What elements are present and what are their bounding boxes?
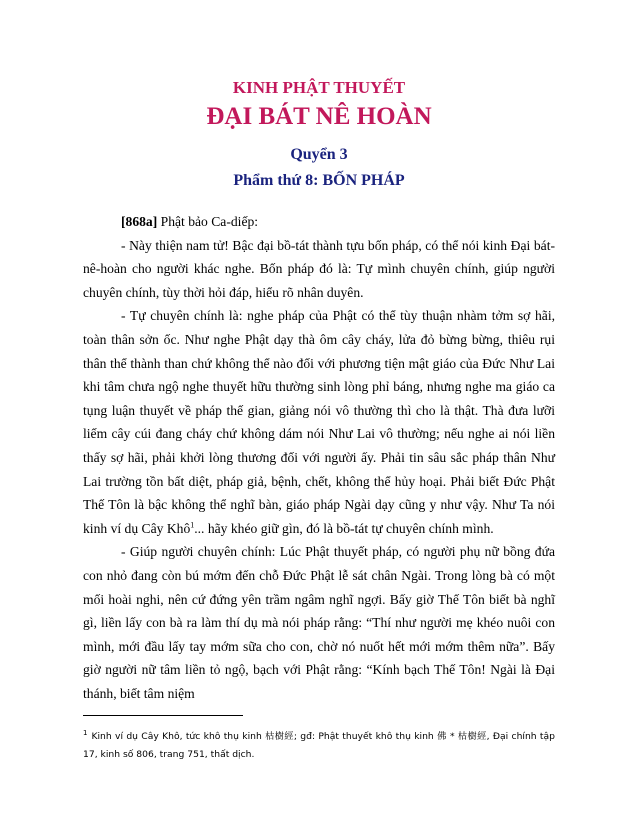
page-reference: [868a] — [121, 214, 158, 229]
sutra-title: ĐẠI BÁT NÊ HOÀN — [206, 103, 432, 130]
footnote — [83, 728, 555, 764]
sutra-heading: KINH PHẬT THUYẾT — [232, 78, 406, 97]
footnote-number: 1 — [83, 728, 88, 737]
paragraph-3-text-b: ... hãy khéo giữ gìn, đó là bồ-tát tự chuyên chính mình. — [194, 520, 494, 536]
footnote-divider — [83, 715, 243, 716]
footnote-text: Kinh ví dụ Cây Khô, tức khô thụ kinh 枯樹經; gđ: Phật thuyết khô thụ kinh 佛 * 枯樹經, Đại chính tập 17, kinh số 806, trang 751, thất dịch. — [83, 731, 555, 760]
paragraph-1 — [83, 210, 555, 234]
paragraph-1-text: Phật bảo Ca-diếp: — [157, 214, 259, 229]
footnote-ref[interactable]: 1 — [190, 520, 195, 530]
paragraph-3-text-a: - Tự chuyên chính là: nghe pháp của Phật có thể tùy thuận nhàm tởm sợ hãi, toàn thân sởn ốc. Như nghe Phật dạy thà ôm cây cháy, lửa đỏ bừng bừng, thiêu rụi thân thể thành than chứ không thể nào đối với phương tiện mật giáo của Đức Như Lai khi tâm chưa ngộ nghe thuyết hữu thường sinh lòng phỉ báng, nhưng nghe ma giáo ca tụng luận thuyết về pháp thế gian, giảng nói vô thường thì cho là thật. Thà đưa lưỡi liếm cây cúi đang cháy chứ không dám nói Như Lai vô thường; nếu nghe ai nói liền thấy sợ hãi, phải khởi lòng thương đối với người ấy. Phải tin sâu sắc pháp thân Như Lai trường tồn bất diệt, pháp giả, bệnh, chết, không thể hủy hoại. Phải biết Đức Phật Thế Tôn là bậc không thể nghĩ bàn, giáo pháp Ngài dạy cũng y như vậy. Như Ta nói kinh ví dụ Cây Khô — [83, 308, 555, 536]
paragraph-4: - Giúp người chuyên chính: Lúc Phật thuyết pháp, có người phụ nữ bồng đứa con nhỏ đang còn bú mớm đến chỗ Đức Phật lễ sát chân Ngài. Trong lòng bà có một mối hoài nghi, nên cứ đứng yên trầm ngâm nghĩ ngợi. Bấy giờ Thế Tôn biết bà nghĩ gì, liền lấy con bà ra làm thí dụ mà nói pháp rằng: “Thí như người mẹ khéo nuôi con mình, mới đầu lấy tay mớm sữa cho con, chờ nó nuốt hết mới mớm thêm nữa”. Bấy giờ người nữ tâm liền tỏ ngộ, bạch với Phật rằng: “Kính bạch Thế Tôn! Ngài là Đại thánh, biết tâm niệm — [83, 544, 555, 701]
body-text — [83, 210, 555, 705]
volume-heading: Quyển 3 — [290, 146, 348, 163]
paragraph-3 — [83, 304, 555, 540]
chapter-heading: Phẩm thứ 8: BỐN PHÁP — [233, 172, 405, 189]
paragraph-2: - Này thiện nam tử! Bậc đại bồ-tát thành tựu bốn pháp, có thể nói kinh Đại bát-nê-hoàn cho người khác nghe. Bốn pháp đó là: Tự mình chuyên chính, giúp người chuyên chính, tùy thời hỏi đáp, hiểu rõ nhân duyên. — [83, 237, 555, 300]
